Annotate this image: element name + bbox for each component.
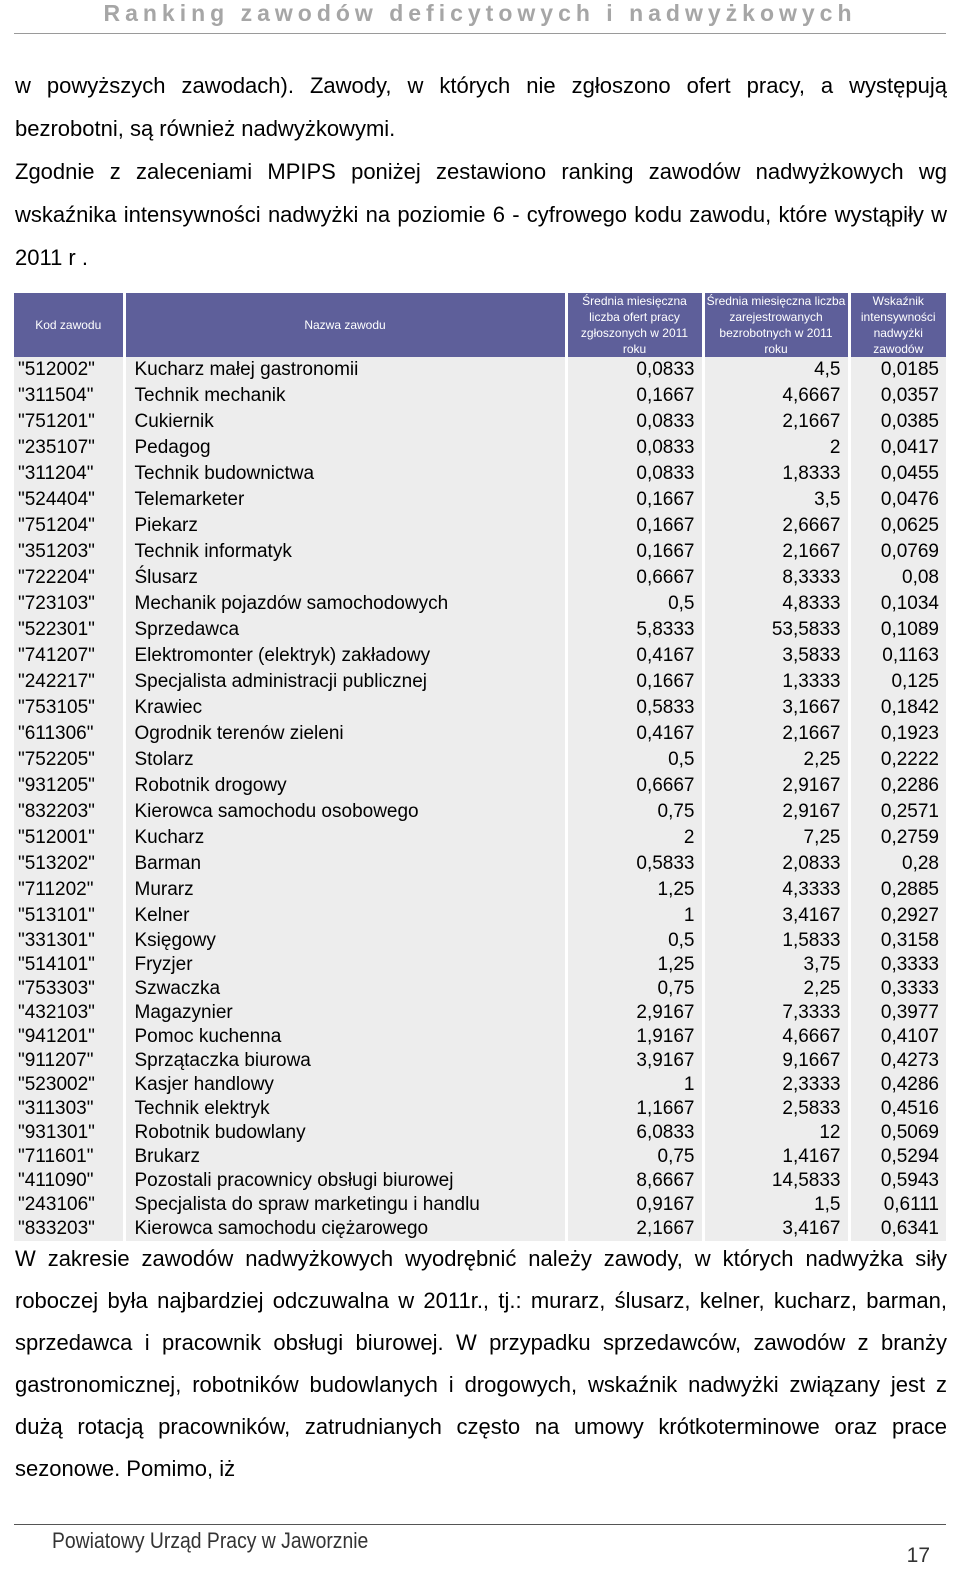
cell-name: Piekarz	[124, 513, 566, 539]
body-paragraph: W zakresie zawodów nadwyżkowych wyodrębnić należy zawody, w których nadwyżka siły roboczej była najbardziej odczuwalna w 2011r., tj.: murarz, ślusarz, kelner, kucharz, barman, sprzedawca i pracownik obsługi biurowej. W przypadku sprzedawców, zawodów z branży gastronomicznej, robotników budowlanych i drogowych, wskaźnik nadwyżki związany jest z dużą rotacją pracowników, zatrudnianych często na umowy krótkoterminowe oraz prace sezonowe. Pomimo, iż	[15, 1246, 947, 1481]
cell-avg-unemployed: 53,5833	[703, 617, 849, 643]
header-divider	[14, 33, 946, 34]
cell-name: Barman	[124, 851, 566, 877]
cell-name: Ogrodnik terenów zieleni	[124, 721, 566, 747]
cell-avg-unemployed: 3,75	[703, 953, 849, 977]
cell-surplus-index: 0,125	[849, 669, 946, 695]
table-row	[14, 1121, 946, 1145]
cell-code: "432103"	[14, 1001, 124, 1025]
table-row	[14, 929, 946, 953]
cell-avg-offers: 0,1667	[566, 513, 703, 539]
cell-name: Kucharz małej gastronomii	[124, 357, 566, 383]
cell-code: "723103"	[14, 591, 124, 617]
cell-avg-offers: 0,75	[566, 799, 703, 825]
cell-code: "751201"	[14, 409, 124, 435]
cell-avg-unemployed: 2,6667	[703, 513, 849, 539]
cell-surplus-index: 0,1089	[849, 617, 946, 643]
cell-avg-unemployed: 4,6667	[703, 383, 849, 409]
table-row	[14, 565, 946, 591]
cell-code: "514101"	[14, 953, 124, 977]
cell-code: "311303"	[14, 1097, 124, 1121]
table-row	[14, 747, 946, 773]
cell-avg-unemployed: 2,5833	[703, 1097, 849, 1121]
cell-surplus-index: 0,4107	[849, 1025, 946, 1049]
table-row	[14, 721, 946, 747]
cell-code: "752205"	[14, 747, 124, 773]
cell-avg-unemployed: 3,5833	[703, 643, 849, 669]
table-row	[14, 1145, 946, 1169]
table-row	[14, 1097, 946, 1121]
cell-avg-unemployed: 12	[703, 1121, 849, 1145]
cell-name: Kucharz	[124, 825, 566, 851]
cell-avg-offers: 0,0833	[566, 435, 703, 461]
cell-surplus-index: 0,0625	[849, 513, 946, 539]
cell-name: Szwaczka	[124, 977, 566, 1001]
cell-surplus-index: 0,08	[849, 565, 946, 591]
cell-name: Pozostali pracownicy obsługi biurowej	[124, 1169, 566, 1193]
intro-paragraph-2: Zgodnie z zaleceniami MPIPS poniżej zestawiono ranking zawodów nadwyżkowych wg wskaźnika intensywności nadwyżki na poziomie 6 - cyfrowego kodu zawodu, które wystąpiły w 2011 r .	[15, 159, 947, 270]
cell-surplus-index: 0,3158	[849, 929, 946, 953]
cell-avg-unemployed: 8,3333	[703, 565, 849, 591]
cell-avg-offers: 0,6667	[566, 565, 703, 591]
running-header-title: Ranking zawodów deficytowych i nadwyżkowych	[103, 0, 857, 26]
cell-name: Kierowca samochodu ciężarowego	[124, 1217, 566, 1241]
cell-avg-offers: 5,8333	[566, 617, 703, 643]
cell-avg-unemployed: 3,1667	[703, 695, 849, 721]
table-row	[14, 1073, 946, 1097]
cell-surplus-index: 0,0385	[849, 409, 946, 435]
cell-code: "243106"	[14, 1193, 124, 1217]
header-code: Kod zawodu	[14, 293, 124, 357]
cell-avg-offers: 0,0833	[566, 409, 703, 435]
cell-avg-unemployed: 3,4167	[703, 903, 849, 929]
cell-name: Krawiec	[124, 695, 566, 721]
cell-code: "513202"	[14, 851, 124, 877]
cell-avg-unemployed: 2	[703, 435, 849, 461]
table-row	[14, 357, 946, 383]
cell-name: Technik budownictwa	[124, 461, 566, 487]
cell-code: "235107"	[14, 435, 124, 461]
cell-code: "411090"	[14, 1169, 124, 1193]
cell-name: Technik elektryk	[124, 1097, 566, 1121]
cell-name: Sprzątaczka biurowa	[124, 1049, 566, 1073]
cell-surplus-index: 0,5943	[849, 1169, 946, 1193]
cell-avg-unemployed: 1,5	[703, 1193, 849, 1217]
cell-surplus-index: 0,2286	[849, 773, 946, 799]
cell-surplus-index: 0,2222	[849, 747, 946, 773]
table-row	[14, 1169, 946, 1193]
cell-name: Magazynier	[124, 1001, 566, 1025]
cell-surplus-index: 0,4286	[849, 1073, 946, 1097]
cell-surplus-index: 0,4273	[849, 1049, 946, 1073]
intro-line-2: bezrobotni, są również nadwyżkowymi.	[15, 116, 396, 141]
table-body	[14, 357, 946, 1241]
table-row	[14, 903, 946, 929]
table-row	[14, 825, 946, 851]
cell-avg-offers: 0,9167	[566, 1193, 703, 1217]
cell-avg-unemployed: 7,25	[703, 825, 849, 851]
table-row	[14, 409, 946, 435]
cell-code: "741207"	[14, 643, 124, 669]
cell-avg-offers: 0,5	[566, 591, 703, 617]
cell-avg-offers: 0,1667	[566, 669, 703, 695]
cell-avg-offers: 0,6667	[566, 773, 703, 799]
cell-code: "611306"	[14, 721, 124, 747]
cell-name: Kierowca samochodu osobowego	[124, 799, 566, 825]
page-number: 17	[906, 1544, 930, 1567]
cell-code: "711202"	[14, 877, 124, 903]
cell-surplus-index: 0,0185	[849, 357, 946, 383]
cell-avg-offers: 0,1667	[566, 539, 703, 565]
header-surplus-index: Wskaźnik intensywności nadwyżki zawodów	[849, 293, 946, 357]
cell-code: "753303"	[14, 977, 124, 1001]
body-text	[15, 1238, 947, 1490]
cell-avg-unemployed: 1,8333	[703, 461, 849, 487]
table-row	[14, 695, 946, 721]
cell-surplus-index: 0,5069	[849, 1121, 946, 1145]
cell-code: "523002"	[14, 1073, 124, 1097]
cell-avg-offers: 1,9167	[566, 1025, 703, 1049]
cell-name: Specjalista administracji publicznej	[124, 669, 566, 695]
cell-avg-unemployed: 3,4167	[703, 1217, 849, 1241]
cell-avg-offers: 0,4167	[566, 721, 703, 747]
cell-name: Sprzedawca	[124, 617, 566, 643]
table-row	[14, 591, 946, 617]
cell-surplus-index: 0,3977	[849, 1001, 946, 1025]
cell-avg-unemployed: 2,1667	[703, 539, 849, 565]
table-row	[14, 1049, 946, 1073]
cell-avg-unemployed: 2,3333	[703, 1073, 849, 1097]
cell-code: "711601"	[14, 1145, 124, 1169]
cell-avg-offers: 0,5833	[566, 695, 703, 721]
table-row	[14, 851, 946, 877]
table-row	[14, 799, 946, 825]
cell-avg-offers: 0,4167	[566, 643, 703, 669]
cell-name: Robotnik budowlany	[124, 1121, 566, 1145]
cell-avg-offers: 1,25	[566, 953, 703, 977]
cell-name: Kelner	[124, 903, 566, 929]
cell-avg-unemployed: 14,5833	[703, 1169, 849, 1193]
cell-name: Mechanik pojazdów samochodowych	[124, 591, 566, 617]
table-row	[14, 977, 946, 1001]
cell-code: "941201"	[14, 1025, 124, 1049]
cell-avg-offers: 1	[566, 903, 703, 929]
cell-avg-unemployed: 7,3333	[703, 1001, 849, 1025]
cell-avg-offers: 3,9167	[566, 1049, 703, 1073]
cell-surplus-index: 0,1163	[849, 643, 946, 669]
cell-name: Cukiernik	[124, 409, 566, 435]
table-row	[14, 1025, 946, 1049]
cell-name: Elektromonter (elektryk) zakładowy	[124, 643, 566, 669]
cell-avg-unemployed: 2,1667	[703, 721, 849, 747]
cell-name: Specjalista do spraw marketingu i handlu	[124, 1193, 566, 1217]
cell-avg-unemployed: 2,25	[703, 747, 849, 773]
cell-name: Kasjer handlowy	[124, 1073, 566, 1097]
table-row	[14, 539, 946, 565]
cell-avg-offers: 1,25	[566, 877, 703, 903]
cell-surplus-index: 0,6111	[849, 1193, 946, 1217]
cell-surplus-index: 0,2927	[849, 903, 946, 929]
cell-surplus-index: 0,28	[849, 851, 946, 877]
table-row	[14, 773, 946, 799]
intro-text	[15, 64, 947, 279]
cell-name: Technik informatyk	[124, 539, 566, 565]
cell-avg-unemployed: 3,5	[703, 487, 849, 513]
cell-avg-offers: 6,0833	[566, 1121, 703, 1145]
cell-avg-unemployed: 4,8333	[703, 591, 849, 617]
cell-surplus-index: 0,5294	[849, 1145, 946, 1169]
table-row	[14, 1193, 946, 1217]
cell-surplus-index: 0,3333	[849, 953, 946, 977]
cell-avg-offers: 0,5	[566, 929, 703, 953]
cell-name: Robotnik drogowy	[124, 773, 566, 799]
cell-name: Ślusarz	[124, 565, 566, 591]
cell-avg-offers: 1,1667	[566, 1097, 703, 1121]
table-header-row	[14, 293, 946, 357]
cell-surplus-index: 0,0357	[849, 383, 946, 409]
table-row	[14, 617, 946, 643]
cell-code: "331301"	[14, 929, 124, 953]
cell-avg-unemployed: 9,1667	[703, 1049, 849, 1073]
cell-surplus-index: 0,0417	[849, 435, 946, 461]
cell-code: "311504"	[14, 383, 124, 409]
cell-code: "242217"	[14, 669, 124, 695]
cell-code: "751204"	[14, 513, 124, 539]
cell-name: Brukarz	[124, 1145, 566, 1169]
cell-avg-offers: 0,1667	[566, 383, 703, 409]
cell-surplus-index: 0,3333	[849, 977, 946, 1001]
table-row	[14, 953, 946, 977]
cell-code: "512002"	[14, 357, 124, 383]
table-row	[14, 1001, 946, 1025]
cell-name: Murarz	[124, 877, 566, 903]
cell-avg-offers: 0,0833	[566, 357, 703, 383]
cell-code: "833203"	[14, 1217, 124, 1241]
intro-line-1: w powyższych zawodach). Zawody, w których nie zgłoszono ofert pracy, a występują	[15, 73, 947, 98]
cell-avg-unemployed: 1,5833	[703, 929, 849, 953]
cell-surplus-index: 0,0476	[849, 487, 946, 513]
table-row	[14, 461, 946, 487]
cell-avg-offers: 2	[566, 825, 703, 851]
table-row	[14, 877, 946, 903]
cell-code: "512001"	[14, 825, 124, 851]
surplus-occupations-table	[14, 293, 946, 1241]
cell-avg-offers: 0,1667	[566, 487, 703, 513]
cell-name: Telemarketer	[124, 487, 566, 513]
cell-surplus-index: 0,0769	[849, 539, 946, 565]
cell-code: "753105"	[14, 695, 124, 721]
cell-surplus-index: 0,4516	[849, 1097, 946, 1121]
cell-avg-offers: 1	[566, 1073, 703, 1097]
cell-avg-unemployed: 2,9167	[703, 773, 849, 799]
cell-code: "513101"	[14, 903, 124, 929]
header-avg-offers: Średnia miesięczna liczba ofert pracy zgłoszonych w 2011 roku	[566, 293, 703, 357]
cell-avg-offers: 0,5833	[566, 851, 703, 877]
cell-avg-offers: 0,5	[566, 747, 703, 773]
cell-avg-offers: 8,6667	[566, 1169, 703, 1193]
cell-avg-offers: 2,9167	[566, 1001, 703, 1025]
cell-avg-offers: 0,75	[566, 977, 703, 1001]
table-row	[14, 643, 946, 669]
cell-name: Księgowy	[124, 929, 566, 953]
cell-code: "524404"	[14, 487, 124, 513]
footer-divider	[14, 1524, 946, 1525]
table-row	[14, 383, 946, 409]
cell-surplus-index: 0,1923	[849, 721, 946, 747]
table-row	[14, 435, 946, 461]
header-avg-unemployed: Średnia miesięczna liczba zarejestrowanych bezrobotnych w 2011 roku	[703, 293, 849, 357]
cell-avg-unemployed: 1,3333	[703, 669, 849, 695]
cell-name: Pomoc kuchenna	[124, 1025, 566, 1049]
table-row	[14, 513, 946, 539]
cell-avg-offers: 2,1667	[566, 1217, 703, 1241]
cell-code: "911207"	[14, 1049, 124, 1073]
cell-code: "351203"	[14, 539, 124, 565]
cell-code: "931301"	[14, 1121, 124, 1145]
cell-code: "722204"	[14, 565, 124, 591]
cell-name: Fryzjer	[124, 953, 566, 977]
cell-avg-unemployed: 2,0833	[703, 851, 849, 877]
cell-avg-unemployed: 2,25	[703, 977, 849, 1001]
cell-surplus-index: 0,6341	[849, 1217, 946, 1241]
cell-name: Pedagog	[124, 435, 566, 461]
cell-avg-unemployed: 1,4167	[703, 1145, 849, 1169]
header-name: Nazwa zawodu	[124, 293, 566, 357]
footer-publisher: Powiatowy Urząd Pracy w Jaworznie	[52, 1528, 369, 1553]
cell-code: "522301"	[14, 617, 124, 643]
cell-name: Technik mechanik	[124, 383, 566, 409]
cell-surplus-index: 0,2885	[849, 877, 946, 903]
cell-avg-unemployed: 4,6667	[703, 1025, 849, 1049]
cell-avg-unemployed: 2,9167	[703, 799, 849, 825]
cell-avg-offers: 0,0833	[566, 461, 703, 487]
cell-avg-unemployed: 2,1667	[703, 409, 849, 435]
cell-surplus-index: 0,1034	[849, 591, 946, 617]
cell-surplus-index: 0,1842	[849, 695, 946, 721]
cell-code: "832203"	[14, 799, 124, 825]
cell-avg-unemployed: 4,3333	[703, 877, 849, 903]
cell-avg-offers: 0,75	[566, 1145, 703, 1169]
cell-code: "931205"	[14, 773, 124, 799]
cell-surplus-index: 0,2571	[849, 799, 946, 825]
table-row	[14, 669, 946, 695]
cell-surplus-index: 0,2759	[849, 825, 946, 851]
cell-name: Stolarz	[124, 747, 566, 773]
cell-surplus-index: 0,0455	[849, 461, 946, 487]
cell-avg-unemployed: 4,5	[703, 357, 849, 383]
table-row	[14, 487, 946, 513]
cell-code: "311204"	[14, 461, 124, 487]
